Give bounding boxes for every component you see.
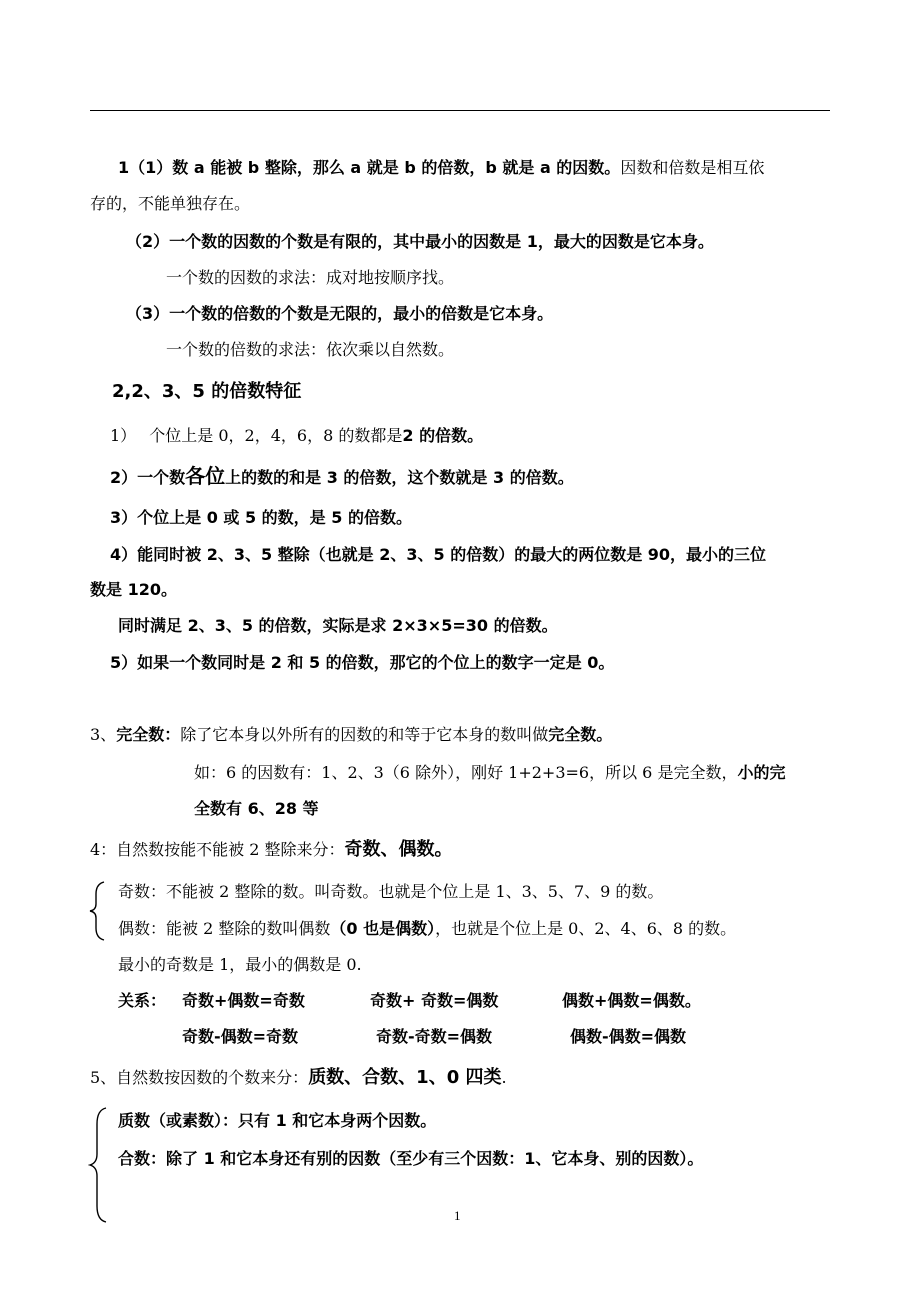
s2-i1-norm: 个位上是 0，2，4，6，8 的数都是 <box>149 426 403 445</box>
s4-even-b: （0 也是偶数） <box>330 919 436 938</box>
s4-smallest: 最小的奇数是 1，最小的偶数是 0. <box>118 955 362 974</box>
s1-line-4: 一个数的因数的求法：成对地按顺序找。 <box>166 268 455 287</box>
s1-line-1 <box>118 156 764 180</box>
s2-item-1 <box>110 424 483 448</box>
s4-even <box>118 917 736 941</box>
s4-relation-4: 奇数-偶数=奇数 <box>182 1027 299 1046</box>
s4-relation-2: 奇数+ 奇数=偶数 <box>370 991 499 1010</box>
s3-ex-bold: 小的完 <box>737 763 786 782</box>
s2-item-3: 3）个位上是 0 或 5 的数，是 5 的倍数。 <box>110 508 412 527</box>
s3-example <box>194 761 785 785</box>
s5-prime: 质数（或素数）：只有 1 和它本身两个因数。 <box>118 1111 437 1130</box>
s3-term: 完全数： <box>116 725 181 744</box>
s2-item-4-line-3: 同时满足 2、3、5 的倍数，实际是求 2×3×5=30 的倍数。 <box>118 616 558 635</box>
s3-ex-norm: 如：6 的因数有：1、2、3（6 除外），刚好 1+2+3=6，所以 6 是完全数， <box>194 763 738 782</box>
s2-i1-bold: 2 的倍数。 <box>402 426 484 445</box>
s4-relation-6: 偶数-偶数=偶数 <box>570 1027 687 1046</box>
header-rule <box>90 110 830 111</box>
s2-i2-a: 2）一个数 <box>110 468 186 487</box>
s1-l1-bold: 数 a 能被 b 整除，那么 a 就是 b 的倍数，b 就是 a 的因数。 <box>172 158 621 177</box>
brace-odd-even <box>88 880 108 942</box>
s3-def-end: 完全数。 <box>548 725 613 744</box>
s1-line-2: 存的，不能单独存在。 <box>90 194 251 213</box>
s3-example-2: 全数有 6、28 等 <box>194 799 319 818</box>
s2-i1-num: 1） <box>110 426 137 445</box>
s3-num: 3、 <box>90 725 117 744</box>
s4-even-a: 偶数：能被 2 整除的数叫偶数 <box>118 919 331 938</box>
s5-intro-text: 5、自然数按因数的个数来分： <box>90 1068 309 1087</box>
s4-relation-5: 奇数-奇数=偶数 <box>376 1027 493 1046</box>
s4-relation-label: 关系： <box>118 991 167 1010</box>
s2-heading: 2,2、3、5 的倍数特征 <box>112 381 302 402</box>
s4-relation-3: 偶数+偶数=偶数。 <box>562 991 701 1010</box>
s1-l1-norm: 因数和倍数是相互依 <box>620 158 765 177</box>
s1-l1-num: 1（1） <box>118 158 173 177</box>
s4-intro <box>90 838 453 862</box>
s2-item-5: 5）如果一个数同时是 2 和 5 的倍数，那它的个位上的数字一定是 0。 <box>110 653 615 672</box>
s2-i2-b: 上的数的和是 3 的倍数，这个数就是 3 的倍数。 <box>225 468 574 487</box>
s2-i2-big: 各位 <box>185 464 226 488</box>
s4-intro-text: 4：自然数按能不能被 2 整除来分： <box>90 840 345 859</box>
s5-intro-bold: 质数、合数、1、0 四类 <box>308 1067 502 1088</box>
s2-item-4-line-1: 4）能同时被 2、3、5 整除（也就是 2、3、5 的倍数）的最大的两位数是 90，最小的三位 <box>110 545 767 564</box>
s1-line-3: （2）一个数的因数的个数是有限的，其中最小的因数是 1，最大的因数是它本身。 <box>126 232 714 251</box>
s1-line-5: （3）一个数的倍数的个数是无限的，最小的倍数是它本身。 <box>126 304 554 323</box>
s3-line-1 <box>90 723 612 747</box>
s1-line-6: 一个数的倍数的求法：依次乘以自然数。 <box>166 340 455 359</box>
page-number: 1 <box>454 1208 461 1223</box>
s2-item-2 <box>110 464 574 490</box>
brace-prime-composite <box>88 1106 110 1224</box>
s5-composite: 合数：除了 1 和它本身还有别的因数（至少有三个因数：1、它本身、别的因数）。 <box>118 1149 704 1168</box>
s2-item-4-line-2: 数是 120。 <box>90 580 177 599</box>
s4-intro-bold: 奇数、偶数。 <box>344 839 453 860</box>
s4-even-c: ，也就是个位上是 0、2、4、6、8 的数。 <box>435 919 737 938</box>
s4-relation-1: 奇数+偶数=奇数 <box>182 991 305 1010</box>
s3-def: 除了它本身以外所有的因数的和等于它本身的数叫做 <box>180 725 549 744</box>
s5-intro <box>90 1066 507 1090</box>
s4-odd: 奇数：不能被 2 整除的数。叫奇数。也就是个位上是 1、3、5、7、9 的数。 <box>118 882 664 901</box>
s5-intro-end: . <box>501 1068 507 1087</box>
